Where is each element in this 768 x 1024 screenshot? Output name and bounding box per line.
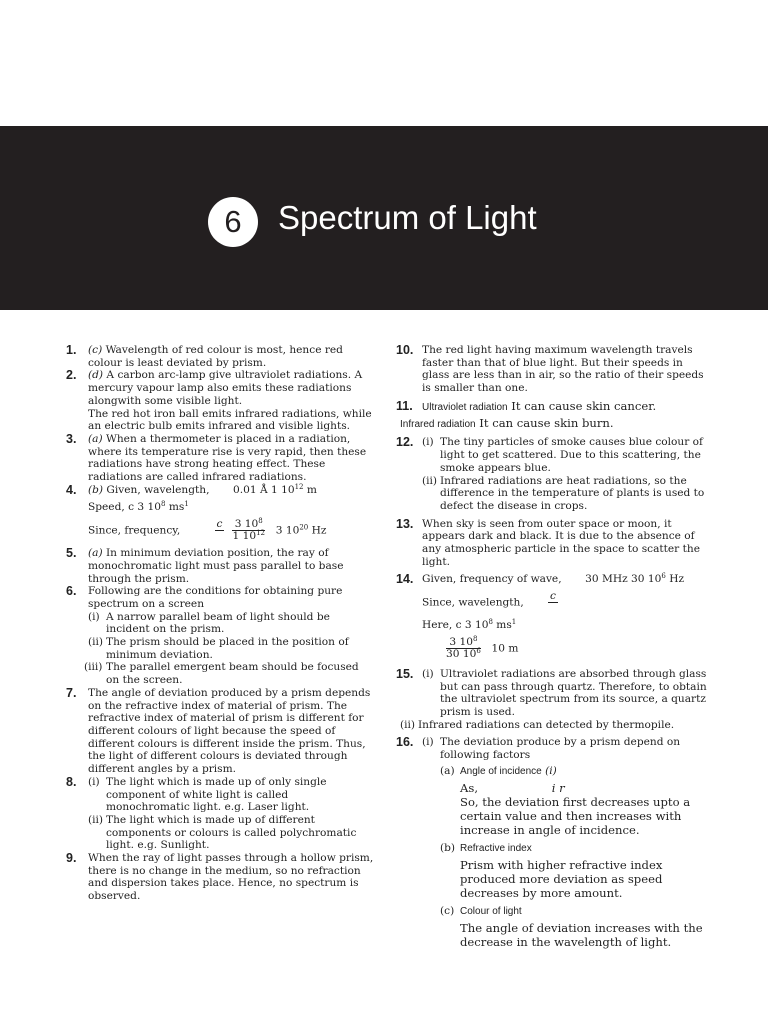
answer-16: 16. (i) The deviation produce by a prism depend on following factors (a) Angle of incidence (i) As, i r So, the deviation first decreases upto a certain value and then increases with increase in angle of incidence. (b) Refractive index Prism with higher refractive index produced more deviation as speed decreases by more amount. (c) Colour of light The angle of deviation increases with the decrease in the wavelength of light. — [400, 736, 710, 950]
right-column — [396, 343, 710, 950]
given-label: Given, wavelength, — [103, 483, 210, 496]
sub-item: (i) A narrow parallel beam of light should be incident on the prism. — [88, 610, 330, 636]
fraction: $\frac{3 10^8}{1 10^{12}}$ — [232, 517, 265, 543]
fraction: c — [549, 590, 556, 603]
option-label: (d) — [88, 369, 104, 382]
sub-item: (i) Ultraviolet radiations are absorbed through glass but can pass through quartz. Therefore, to obtain the ultraviolet spectrum from its source, a quartz prism is used. — [422, 667, 707, 718]
chapter-number-badge: 6 — [208, 197, 258, 247]
subheading: Infrared radiation — [400, 418, 476, 430]
answer-number: 11. — [396, 398, 413, 413]
answer-number: 14. — [396, 572, 414, 587]
answer-text: The red light having maximum wavelength travels faster than that of blue light. But their speeds in glass are less than in air, so the ratio of their speeds is smaller than one. — [422, 344, 704, 395]
answer-4: 4. (b) Given, wavelength, 0.01 Å 1 $10^{12}$ m Speed, c 3 $10^8$ $ms^1$ Since, frequency, c $\frac{3 10^8}{1 10^{12}}$ 3 $10^{20}$ Hz — [66, 484, 374, 547]
answer-number: 7. — [66, 685, 77, 700]
answer-number: 12. — [396, 435, 414, 450]
answer-2 — [66, 369, 374, 433]
chapter-title: Spectrum of Light — [278, 199, 537, 236]
answer-5 — [66, 547, 374, 585]
sub-item: (iii) The parallel emergent beam should be focused on the screen. — [84, 661, 359, 687]
answer-9 — [66, 852, 374, 903]
answer-number: 16. — [396, 735, 414, 750]
factor-a: (a) Angle of incidence (i) — [440, 764, 557, 777]
sub-item: (ii) The light which is made up of different components or colours is called polychromatic light. e.g. Sunlight. — [88, 813, 357, 852]
sub-item: (ii) The prism should be placed in the position of minimum deviation. — [88, 636, 349, 661]
speed-equation: Speed, c 3 $10^8$ $ms^1$ — [88, 500, 189, 514]
answer-14: 14. Given, frequency of wave, 30 MHz 30 $10^6$ Hz Since, wavelength, c Here, c 3 $10^8$ $ms^1$ $\frac{3 10^8}{30 10^6}$ 10 m — [400, 573, 710, 667]
option-label: (a) — [88, 432, 103, 445]
sub-item: (i) The tiny particles of smoke causes blue colour of light to get scattered. Due to this scattering, the smoke appears blue. — [422, 436, 703, 474]
answer-number: 1. — [66, 343, 77, 357]
answer-7 — [66, 687, 374, 776]
answer-15 — [396, 666, 710, 732]
answer-number: 4. — [66, 482, 77, 497]
answer-number: 3. — [66, 431, 77, 446]
answer-number: 6. — [66, 584, 77, 599]
answer-text: When the ray of light passes through a hollow prism, there is no change in the medium, so no refraction and dispersion takes place. Hence, no spectrum is observed. — [88, 852, 374, 903]
wavelength-equation: Since, wavelength, c — [422, 591, 710, 614]
subheading: Ultraviolet radiation — [422, 401, 508, 413]
answer-1 — [66, 344, 374, 369]
answer-number: 10. — [396, 343, 414, 357]
answer-text: When sky is seen from outer space or moon, it appears dark and black. It is due to the absence of any atmospheric particle in the space to scatter the light. — [422, 517, 700, 568]
option-label: (b) — [88, 483, 104, 496]
option-label: (a) — [88, 547, 103, 560]
answer-text: Wavelength of red colour is most, hence red colour is least deviated by prism. — [88, 344, 343, 369]
answer-number: 5. — [66, 546, 77, 561]
sub-item: (ii) Infrared radiations can detected by thermopile. — [400, 718, 675, 731]
factor-c: (c) Colour of light — [440, 904, 522, 917]
left-column — [66, 344, 374, 903]
fraction: c — [216, 518, 223, 531]
sub-item: (i) The deviation produce by a prism depend on following factors — [422, 736, 681, 762]
sub-item: (i) The light which is made up of only single component of white light is called monochromatic light. e.g. Laser light. — [88, 775, 327, 814]
answer-13 — [396, 516, 710, 569]
answer-number: 15. — [396, 666, 414, 681]
answer-10 — [396, 343, 710, 395]
answer-6 — [66, 585, 374, 687]
answer-12 — [396, 435, 710, 512]
wavelength-value: 0.01 Å 1 10 — [233, 483, 295, 496]
answer-text: Following are the conditions for obtaining pure spectrum on a screen — [88, 585, 343, 610]
frequency-equation: Since, frequency, c $\frac{3 10^8}{1 10^{12}}$ 3 $10^{20}$ Hz — [88, 517, 327, 543]
answer-text-2: The red hot iron ball emits infrared radiations, while an electric bulb emits infrared and visible lights. — [88, 407, 372, 433]
fraction: $\frac{3 10^8}{30 10^6}$ — [446, 634, 481, 660]
answer-text: In minimum deviation position, the ray of monochromatic light must pass parallel to base through the prism. — [88, 547, 344, 585]
answer-number: 2. — [66, 368, 77, 383]
answer-11: 11. Ultraviolet radiation It can cause skin cancer. Infrared radiation It can cause skin burn. — [396, 398, 657, 430]
result-equation: $\frac{3 10^8}{30 10^6}$ 10 m — [446, 634, 519, 660]
answer-text: A carbon arc-lamp give ultraviolet radiations. A mercury vapour lamp also emits these radiations alongwith some visible light. — [88, 369, 363, 407]
answer-number: 9. — [66, 851, 77, 866]
answer-8 — [66, 776, 374, 852]
answer-number: 8. — [66, 774, 77, 789]
answer-text: The angle of deviation produced by a prism depends on the refractive index of material of prism. The refractive index of material of prism is different for different colours of light because the speed of different colours is different inside the prism. Thus, the light of different colours is deviated through different angles by a prism. — [88, 686, 371, 776]
answer-3 — [66, 433, 374, 484]
answer-number: 13. — [396, 516, 414, 531]
answer-text: When a thermometer is placed in a radiation, where its temperature rise is very rapid, then these radiations have strong heating effect. These radiations are called infrared radiations. — [88, 432, 367, 484]
option-label: (c) — [88, 344, 103, 356]
factor-b: (b) Refractive index — [440, 841, 532, 854]
sub-item: (ii) Infrared radiations are heat radiations, so the difference in the temperature of plants is used to defect the disease in crops. — [422, 474, 705, 512]
